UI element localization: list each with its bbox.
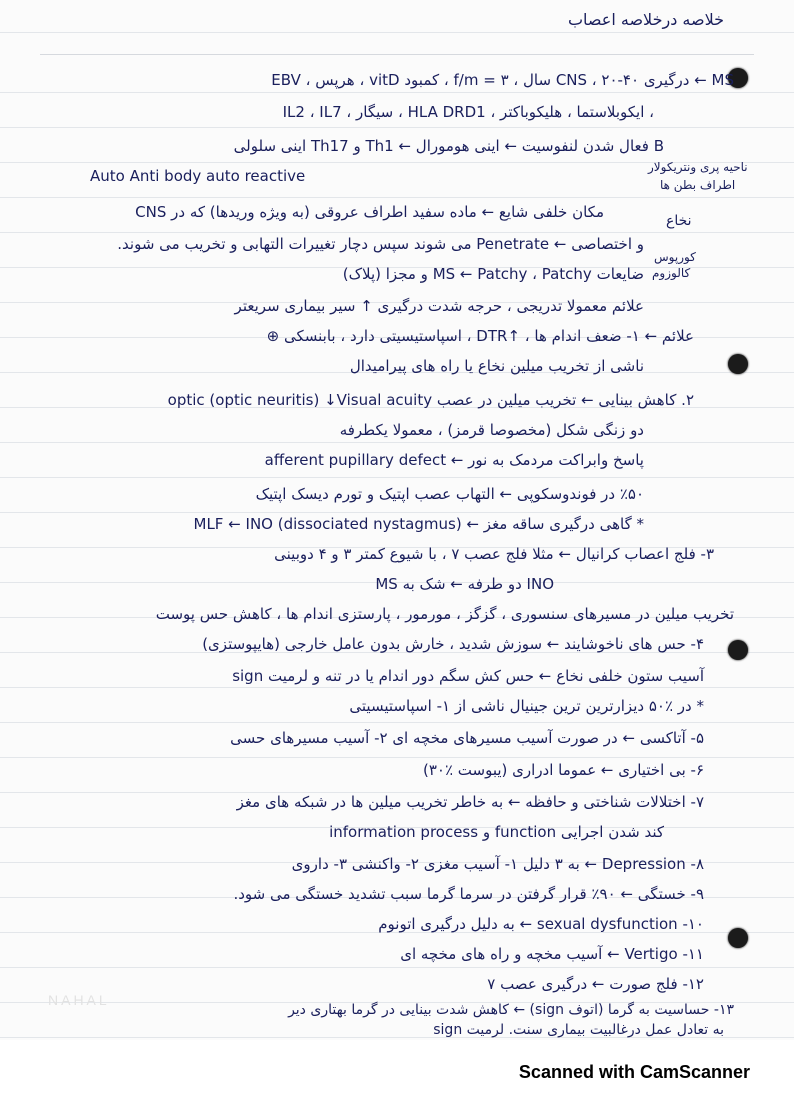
note-line: علائم معمولا تدریجی ، حرجه شدت درگیری ↑ سیر بیماری سریعتر	[234, 297, 644, 315]
note-line: آسیب ستون خلفی نخاع ← حس کش سگم دور اندام یا در تنه و لرمیت sign	[232, 667, 704, 685]
note-line: ٪۵۰ در فوندوسکوپی ← التهاب عصب اپتیک و تورم دیسک اپتیک	[255, 485, 644, 503]
note-line: ۱۱- Vertigo ← آسیب مخچه و راه های مخچه ای	[400, 945, 704, 963]
note-line: مکان خلفی شایع ← ماده سفید اطراف عروقی (به ویژه وریدها) که در CNS	[135, 203, 604, 221]
note-line: Auto Anti body auto reactive	[90, 167, 306, 185]
note-line: ۸- Depression ← به ۳ دلیل ۱- آسیب مغزی ۲- واکنشی ۳- داروی	[291, 855, 704, 873]
note-line: و اختصاصی ← Penetrate می شوند سپس دچار تغییرات التهابی و تخریب می شوند.	[117, 235, 644, 253]
note-line: ۳- فلج اعصاب کرانیال ← مثلا فلج عصب ۷ ، با شیوع کمتر ۳ و ۴ دوبینی	[274, 545, 714, 563]
note-line: * در ٪۵۰ دیزارترین ترین جینیال ناشی از ۱- اسپاستیسیتی	[349, 697, 704, 715]
side-note: کورپوس	[654, 250, 696, 264]
note-line: ۱۲- فلج صورت ← درگیری عصب ۷	[487, 975, 704, 993]
top-rule	[40, 54, 754, 55]
note-line: ۱۰- sexual dysfunction ← به دلیل درگیری اتونوم	[378, 915, 704, 933]
side-note: اطراف بطن ها	[660, 178, 736, 192]
watermark-text: NAHAL	[48, 992, 110, 1008]
side-note: کالوزوم	[652, 266, 691, 280]
note-line: به تعادل عمل درغالبیت بیماری سنت. لرمیت sign	[433, 1022, 724, 1038]
note-line: تخریب میلین در مسیرهای سنسوری ، گزگز ، مورمور ، پارستزی اندام ها ، کاهش حس پوست	[155, 605, 734, 623]
note-line: * گاهی درگیری ساقه مغز ← MLF ← INO (dissociated nystagmus)	[193, 515, 644, 533]
note-line: ۱۳- حساسیت به گرما (اتوف sign) ← کاهش شدت بینایی در گرما بهتاری دیر	[288, 1002, 734, 1018]
note-line: ۷- اختلالات شناختی و حافظه ← به خاطر تخریب میلین ها در شبکه های مغز	[236, 793, 704, 811]
note-line: ۶- بی اختیاری ← عموما ادراری (یبوست ٪۳۰)	[422, 761, 704, 779]
note-line: MS ← درگیری CNS ، ۲۰-۴۰ سال ، f/m = ۳ ، کمبود vitD ، هرپس ، EBV	[271, 71, 734, 89]
note-line: ضایعات MS ← Patchy ، Patchy و مجزا (پلاک)	[342, 265, 644, 283]
note-line: کند شدن اجرایی function و information process	[329, 823, 664, 841]
note-line: ۲. کاهش بینایی ← تخریب میلین در عصب optic (optic neuritis) ↓Visual acuity	[167, 391, 694, 409]
note-line: علائم ← ۱- ضعف اندام ها ، ↑DTR ، اسپاستیسیتی دارد ، بابنسکی ⊕	[266, 327, 694, 345]
note-line: ۵- آتاکسی ← در صورت آسیب مسیرهای مخچه ای ۲- آسیب مسیرهای حسی	[230, 729, 704, 747]
note-line: ۴- حس های ناخوشایند ← سوزش شدید ، خارش بدون عامل خارجی (هایپوستزی)	[202, 635, 704, 653]
note-line: دو زنگی شکل (مخصوصا قرمز) ، معمولا یکطرفه	[339, 421, 644, 439]
note-line: ناشی از تخریب میلین نخاع یا راه های پیرامیدال	[349, 357, 644, 375]
note-line: ۹- خستگی ← ۹۰٪ قرار گرفتن در سرما گرما سبب تشدید خستگی می شود.	[233, 885, 704, 903]
note-line: ، ایکوبلاستما ، هلیکوباکتر ، HLA DRD1 ، سیگار ، IL2 ، IL7	[282, 103, 654, 121]
note-line: پاسخ وابراکت مردمک به نور ← afferent pupillary defect	[264, 451, 644, 469]
page-title: خلاصه درخلاصه اعصاب	[567, 10, 724, 29]
note-line: B فعال شدن لنفوسیت ← اینی هومورال ← Th1 و Th17 اینی سلولی	[233, 137, 664, 155]
binder-hole-icon	[728, 640, 748, 660]
side-note: ناحیه پری ونتریکولار	[648, 160, 748, 174]
side-note: نخاع	[666, 213, 692, 229]
binder-hole-icon	[728, 354, 748, 374]
scanner-credit: Scanned with CamScanner	[518, 1062, 750, 1082]
binder-hole-icon	[728, 928, 748, 948]
note-line: INO دو طرفه ← شک به MS	[375, 575, 554, 593]
